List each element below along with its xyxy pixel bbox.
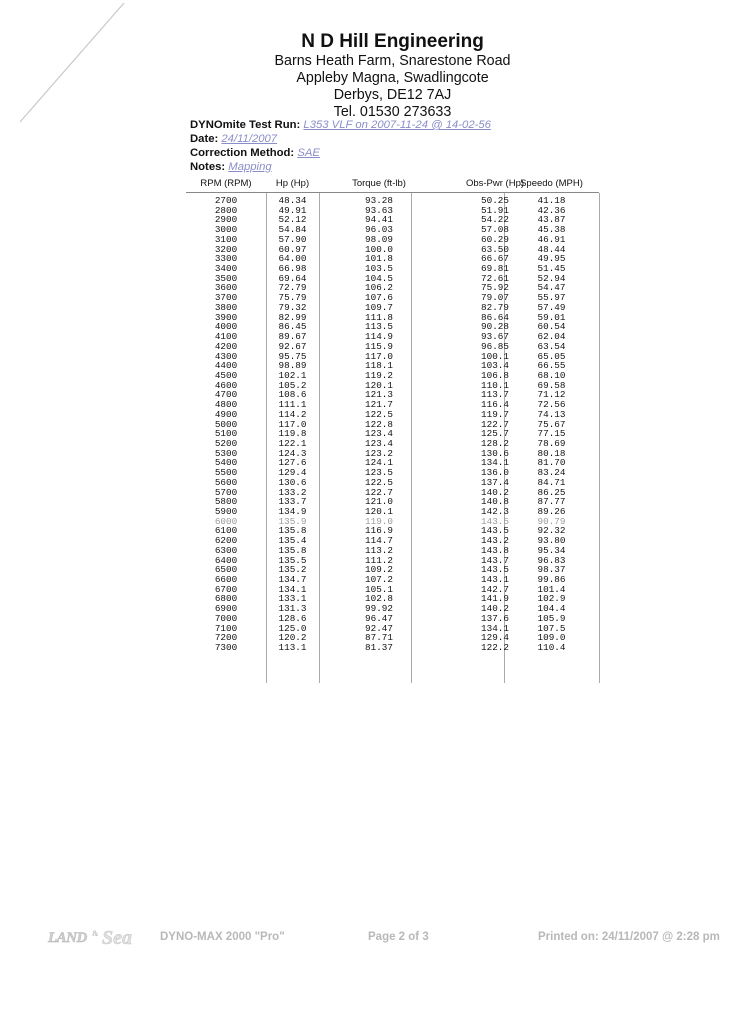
cell-torque: 114.7	[365, 535, 393, 547]
cell-torque: 123.4	[365, 428, 393, 440]
column-header-hp: Hp (Hp)	[275, 178, 310, 189]
cell-hp: 135.9	[278, 515, 307, 527]
cell-speedo: 51.45	[537, 263, 566, 275]
cell-hp: 66.98	[278, 263, 307, 275]
cell-torque: 107.6	[365, 292, 393, 304]
cell-torque: 98.09	[365, 233, 393, 245]
cell-rpm: 2700	[214, 195, 238, 206]
cell-speedo: 98.37	[537, 564, 566, 576]
cell-hp: 134.7	[278, 574, 307, 586]
cell-torque: 104.5	[365, 272, 393, 284]
cell-rpm: 4300	[214, 350, 238, 362]
cell-hp: 119.8	[278, 428, 307, 440]
cell-torque: 109.7	[365, 301, 393, 313]
cell-hp: 135.8	[278, 544, 307, 556]
cell-torque: 96.03	[365, 224, 393, 236]
cell-torque: 116.9	[365, 525, 393, 537]
cell-rpm: 5200	[214, 437, 238, 449]
cell-rpm: 3500	[214, 272, 238, 284]
cell-speedo: 86.25	[537, 486, 566, 498]
cell-hp: 60.97	[278, 243, 307, 255]
cell-speedo: 43.87	[537, 214, 566, 226]
cell-hp: 89.67	[278, 331, 307, 343]
cell-hp: 111.1	[278, 399, 307, 411]
cell-rpm: 4900	[214, 408, 238, 420]
run-metadata	[190, 118, 491, 174]
letterhead	[190, 30, 595, 121]
cell-rpm: 5500	[214, 467, 238, 479]
cell-rpm: 7100	[214, 622, 238, 634]
cell-obs-pwr: 137.4	[481, 476, 509, 488]
cell-hp: 86.45	[278, 321, 307, 333]
cell-rpm: 4000	[214, 321, 238, 333]
cell-speedo: 72.56	[537, 399, 566, 411]
cell-rpm: 6200	[214, 535, 238, 547]
column-header-speedo: Speedo (MPH)	[520, 178, 583, 189]
cell-speedo: 96.83	[537, 554, 566, 566]
cell-torque: 115.9	[365, 340, 393, 352]
cell-rpm: 6900	[214, 603, 238, 615]
cell-obs-pwr: 51.91	[481, 204, 509, 216]
cell-rpm: 3900	[214, 311, 238, 323]
cell-hp: 127.6	[278, 457, 307, 469]
meta-date	[190, 132, 491, 146]
cell-obs-pwr: 122.7	[481, 418, 509, 430]
cell-rpm: 4600	[214, 379, 238, 391]
cell-obs-pwr: 136.0	[481, 467, 509, 479]
cell-torque: 123.4	[365, 437, 393, 449]
cell-speedo: 42.36	[537, 204, 566, 216]
cell-rpm: 7000	[214, 612, 238, 624]
cell-torque: 92.47	[365, 622, 393, 634]
cell-torque: 121.0	[365, 496, 393, 508]
cell-obs-pwr: 140.2	[481, 603, 509, 615]
cell-speedo: 93.80	[537, 535, 566, 547]
meta-notes	[190, 160, 491, 174]
product-name: DYNO-MAX 2000 "Pro"	[160, 931, 285, 943]
cell-torque: 81.37	[365, 642, 393, 654]
meta-label: DYNOmite Test Run:	[190, 119, 301, 131]
svg-text:Sea: Sea	[102, 927, 132, 949]
cell-hp: 128.6	[278, 612, 307, 624]
table-header	[186, 176, 599, 193]
cell-torque: 109.2	[365, 564, 393, 576]
cell-rpm: 6700	[214, 583, 238, 595]
cell-torque: 122.8	[365, 418, 393, 430]
cell-speedo: 95.34	[537, 544, 566, 556]
cell-hp: 114.2	[278, 408, 307, 420]
cell-hp: 79.32	[278, 301, 307, 313]
cell-torque: 111.2	[365, 554, 393, 566]
cell-speedo: 48.44	[537, 243, 566, 255]
cell-obs-pwr: 130.6	[481, 447, 509, 459]
cell-speedo: 109.0	[537, 632, 566, 644]
cell-hp: 95.75	[278, 350, 307, 362]
land-and-sea-logo	[46, 924, 158, 950]
cell-torque: 117.0	[365, 350, 393, 362]
cell-speedo: 99.86	[537, 574, 566, 586]
cell-speedo: 66.55	[537, 360, 566, 372]
notes-link[interactable]: Mapping	[228, 161, 272, 173]
cell-rpm: 3700	[214, 292, 238, 304]
page-number: Page 2 of 3	[368, 931, 429, 943]
cell-torque: 102.8	[365, 593, 393, 605]
cell-hp: 98.89	[278, 360, 307, 372]
meta-label: Correction Method:	[190, 147, 295, 159]
cell-speedo: 74.13	[537, 408, 566, 420]
cell-rpm: 6000	[214, 515, 238, 527]
cell-hp: 92.67	[278, 340, 307, 352]
cell-rpm: 4700	[214, 389, 238, 401]
column-header-obs-pwr: Obs-Pwr (Hp)	[465, 178, 525, 189]
column-header-torque: Torque (ft-lb)	[352, 178, 406, 189]
cell-hp: 135.2	[278, 564, 307, 576]
cell-speedo: 81.70	[537, 457, 566, 469]
cell-torque: 120.1	[365, 506, 393, 517]
cell-obs-pwr: 57.08	[481, 224, 509, 236]
cell-hp: 102.1	[278, 369, 307, 381]
cell-rpm: 4500	[214, 369, 238, 381]
cell-torque: 103.5	[365, 263, 393, 275]
cell-torque: 122.5	[365, 476, 393, 488]
cell-obs-pwr: 143.5	[481, 525, 509, 537]
cell-torque: 118.1	[365, 360, 393, 372]
column-header-rpm: RPM (RPM)	[200, 178, 252, 189]
cell-hp: 131.3	[278, 603, 307, 615]
svg-text:&: &	[92, 929, 99, 938]
cell-torque: 101.8	[365, 253, 393, 265]
cell-hp: 135.4	[278, 535, 307, 547]
cell-torque: 121.3	[365, 389, 393, 401]
cell-torque: 100.0	[365, 243, 393, 255]
cell-speedo: 41.18	[537, 195, 566, 206]
cell-rpm: 3000	[214, 224, 238, 236]
cell-rpm: 6100	[214, 525, 238, 537]
cell-rpm: 5000	[214, 418, 238, 430]
meta-correction	[190, 146, 491, 160]
cell-rpm: 6300	[214, 544, 238, 556]
cell-rpm: 3600	[214, 282, 238, 294]
cell-speedo: 68.10	[537, 369, 566, 381]
cell-torque: 111.8	[365, 311, 393, 323]
cell-obs-pwr: 103.4	[481, 360, 509, 372]
svg-text:LAND: LAND	[48, 930, 87, 946]
cell-obs-pwr: 143.5	[481, 515, 509, 527]
cell-rpm: 5700	[214, 486, 238, 498]
cell-speedo: 92.32	[537, 525, 566, 537]
cell-rpm: 5400	[214, 457, 238, 469]
cell-hp: 52.12	[278, 214, 307, 226]
cell-rpm: 7200	[214, 632, 238, 644]
date-link[interactable]: 24/11/2007	[221, 133, 278, 145]
cell-obs-pwr: 72.61	[481, 272, 509, 284]
meta-label: Notes:	[190, 161, 226, 173]
cell-obs-pwr: 122.2	[481, 642, 509, 654]
cell-rpm: 5800	[214, 496, 238, 508]
cell-obs-pwr: 63.50	[481, 243, 509, 255]
cell-obs-pwr: 100.1	[481, 350, 509, 362]
cell-obs-pwr: 143.7	[481, 554, 509, 566]
cell-torque: 114.9	[365, 331, 393, 343]
cell-speedo: 45.38	[537, 224, 566, 236]
cell-speedo: 59.01	[537, 311, 566, 323]
cell-obs-pwr: 134.1	[481, 457, 509, 469]
cell-obs-pwr: 116.4	[481, 399, 509, 411]
cell-obs-pwr: 125.7	[481, 428, 509, 440]
cell-obs-pwr: 143.5	[481, 564, 509, 576]
cell-torque: 107.2	[365, 574, 393, 586]
address-line: Derbys, DE12 7AJ	[333, 87, 452, 103]
cell-torque: 106.2	[365, 282, 393, 294]
cell-speedo: 55.97	[537, 292, 566, 304]
cell-speedo: 54.47	[537, 282, 566, 294]
cell-hp: 57.90	[278, 233, 307, 245]
cell-torque: 122.5	[365, 408, 393, 420]
cell-speedo: 87.77	[537, 496, 566, 508]
cell-speedo: 57.49	[537, 301, 566, 313]
cell-rpm: 4100	[214, 331, 238, 343]
cell-speedo: 90.79	[537, 515, 566, 527]
cell-rpm: 3200	[214, 243, 238, 255]
cell-speedo: 102.9	[537, 593, 566, 605]
cell-hp: 134.9	[278, 506, 307, 517]
cell-obs-pwr: 110.1	[481, 379, 509, 391]
cell-hp: 120.2	[278, 632, 307, 644]
meta-label: Date:	[190, 133, 219, 145]
printed-timestamp: Printed on: 24/11/2007 @ 2:28 pm	[538, 931, 720, 943]
cell-obs-pwr: 93.67	[481, 331, 509, 343]
cell-hp: 48.34	[278, 195, 307, 206]
cell-speedo: 110.4	[537, 642, 566, 654]
cell-hp: 133.7	[278, 496, 307, 508]
cell-speedo: 101.4	[537, 583, 566, 595]
cell-speedo: 60.54	[537, 321, 566, 333]
cell-rpm: 3400	[214, 263, 238, 275]
cell-obs-pwr: 60.29	[481, 233, 509, 245]
cell-hp: 108.6	[278, 389, 307, 401]
cell-hp: 135.5	[278, 554, 307, 566]
cell-obs-pwr: 90.28	[481, 321, 509, 333]
cell-rpm: 3100	[214, 233, 238, 245]
cell-hp: 133.2	[278, 486, 307, 498]
cell-obs-pwr: 140.2	[481, 486, 509, 498]
cell-torque: 123.2	[365, 447, 393, 459]
cell-obs-pwr: 54.22	[481, 214, 509, 226]
paper-fold-crease	[18, 0, 128, 125]
cell-obs-pwr: 69.81	[481, 263, 509, 275]
cell-hp: 134.1	[278, 583, 307, 595]
cell-obs-pwr: 129.4	[481, 632, 509, 644]
cell-obs-pwr: 143.1	[481, 574, 509, 586]
column-divider	[599, 193, 600, 683]
cell-obs-pwr: 134.1	[481, 622, 509, 634]
cell-obs-pwr: 79.07	[481, 292, 509, 304]
cell-torque: 113.2	[365, 544, 393, 556]
cell-speedo: 89.26	[537, 506, 566, 517]
cell-obs-pwr: 113.7	[481, 389, 509, 401]
meta-test-run	[190, 118, 491, 132]
cell-obs-pwr: 86.64	[481, 311, 509, 323]
cell-speedo: 46.91	[537, 233, 566, 245]
cell-speedo: 69.58	[537, 379, 566, 391]
address-line: Barns Heath Farm, Snarestone Road	[274, 53, 511, 69]
cell-rpm: 3800	[214, 301, 238, 313]
cell-hp: 72.79	[278, 282, 307, 294]
cell-rpm: 2800	[214, 204, 238, 216]
cell-rpm: 6600	[214, 574, 238, 586]
cell-torque: 93.63	[365, 204, 393, 216]
page-footer	[0, 924, 745, 950]
cell-obs-pwr: 128.2	[481, 437, 509, 449]
phone-line: Tel. 01530 273633	[333, 104, 452, 120]
cell-hp: 117.0	[278, 418, 307, 430]
cell-torque: 87.71	[365, 632, 393, 644]
cell-rpm: 2900	[214, 214, 238, 226]
cell-speedo: 107.5	[537, 622, 566, 634]
cell-speedo: 71.12	[537, 389, 566, 401]
cell-hp: 129.4	[278, 467, 307, 479]
cell-rpm: 6800	[214, 593, 238, 605]
cell-hp: 49.91	[278, 204, 307, 216]
correction-link[interactable]: SAE	[297, 147, 320, 159]
cell-torque: 96.47	[365, 612, 393, 624]
cell-rpm: 5300	[214, 447, 238, 459]
cell-rpm: 6500	[214, 564, 238, 576]
cell-torque: 119.0	[365, 515, 393, 527]
cell-rpm: 3300	[214, 253, 238, 265]
cell-speedo: 83.24	[537, 467, 566, 479]
cell-rpm: 5900	[214, 506, 238, 517]
cell-obs-pwr: 66.67	[481, 253, 509, 265]
cell-speedo: 62.04	[537, 331, 566, 343]
table-row	[186, 643, 599, 653]
cell-torque: 105.1	[365, 583, 393, 595]
cell-obs-pwr: 142.3	[481, 506, 509, 517]
cell-rpm: 4400	[214, 360, 238, 372]
cell-torque: 113.5	[365, 321, 393, 333]
cell-hp: 64.00	[278, 253, 307, 265]
cell-torque: 121.7	[365, 399, 393, 411]
cell-obs-pwr: 75.92	[481, 282, 509, 294]
cell-speedo: 80.18	[537, 447, 566, 459]
cell-torque: 99.92	[365, 603, 393, 615]
test-run-link[interactable]: L353 VLF on 2007-11-24 @ 14-02-56	[303, 119, 491, 131]
cell-hp: 135.8	[278, 525, 307, 537]
cell-hp: 105.2	[278, 379, 307, 391]
cell-hp: 75.79	[278, 292, 307, 304]
cell-hp: 133.1	[278, 593, 307, 605]
cell-torque: 120.1	[365, 379, 393, 391]
cell-obs-pwr: 143.8	[481, 544, 509, 556]
cell-obs-pwr: 140.8	[481, 496, 509, 508]
cell-speedo: 63.54	[537, 340, 566, 352]
cell-rpm: 6400	[214, 554, 238, 566]
cell-speedo: 77.15	[537, 428, 566, 440]
cell-speedo: 84.71	[537, 476, 566, 488]
address-line: Appleby Magna, Swadlingcote	[296, 70, 489, 86]
cell-speedo: 65.05	[537, 350, 566, 362]
cell-speedo: 78.69	[537, 437, 566, 449]
cell-speedo: 105.9	[537, 612, 566, 624]
cell-obs-pwr: 137.6	[481, 612, 509, 624]
cell-hp: 82.99	[278, 311, 307, 323]
cell-speedo: 52.94	[537, 272, 566, 284]
company-name: N D Hill Engineering	[301, 31, 484, 52]
cell-rpm: 4200	[214, 340, 238, 352]
cell-obs-pwr: 119.7	[481, 408, 509, 420]
cell-hp: 130.6	[278, 476, 307, 488]
cell-obs-pwr: 106.8	[481, 369, 509, 381]
cell-rpm: 5600	[214, 476, 238, 488]
cell-hp: 125.0	[278, 622, 307, 634]
cell-torque: 119.2	[365, 369, 393, 381]
cell-speedo: 49.95	[537, 253, 566, 265]
cell-torque: 122.7	[365, 486, 393, 498]
cell-speedo: 104.4	[537, 603, 566, 615]
cell-obs-pwr: 50.25	[481, 195, 509, 206]
cell-obs-pwr: 143.2	[481, 535, 509, 547]
cell-rpm: 7300	[214, 642, 238, 654]
cell-rpm: 5100	[214, 428, 238, 440]
cell-hp: 113.1	[278, 642, 307, 654]
cell-hp: 124.3	[278, 447, 307, 459]
dyno-data-table	[186, 196, 599, 653]
cell-rpm: 4800	[214, 399, 238, 411]
cell-torque: 123.5	[365, 467, 393, 479]
cell-obs-pwr: 141.9	[481, 593, 509, 605]
cell-hp: 122.1	[278, 437, 307, 449]
cell-speedo: 75.67	[537, 418, 566, 430]
cell-torque: 94.41	[365, 214, 393, 226]
cell-obs-pwr: 142.7	[481, 583, 509, 595]
cell-torque: 93.28	[365, 195, 393, 206]
cell-obs-pwr: 96.85	[481, 340, 509, 352]
cell-hp: 69.64	[278, 272, 307, 284]
cell-obs-pwr: 82.79	[481, 301, 509, 313]
cell-hp: 54.84	[278, 224, 307, 236]
cell-torque: 124.1	[365, 457, 393, 469]
